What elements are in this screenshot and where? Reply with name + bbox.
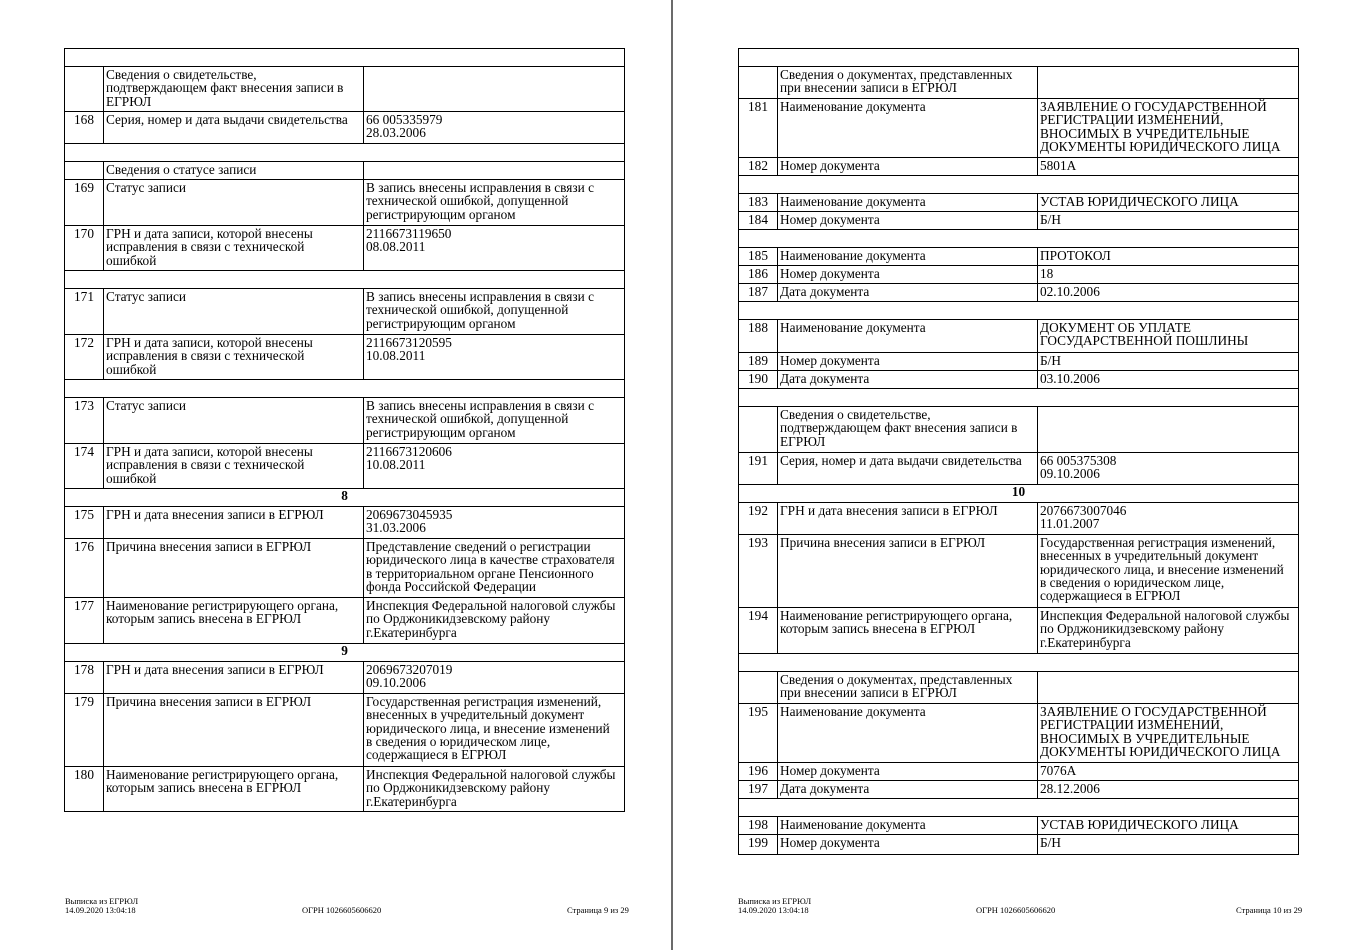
empty-value-cell: [364, 67, 625, 112]
field-label: Наименование регистрирующего органа, которым запись внесена в ЕГРЮЛ: [104, 598, 364, 644]
row-number: 178: [65, 662, 104, 694]
table-row: [739, 817, 1299, 835]
field-label: ГРН и дата внесения записи в ЕГРЮЛ: [778, 503, 1038, 535]
field-label: ГРН и дата внесения записи в ЕГРЮЛ: [104, 507, 364, 539]
table-row: [65, 767, 625, 812]
field-label: Номер документа: [778, 212, 1038, 230]
field-label: Наименование документа: [778, 704, 1038, 763]
row-number: 190: [739, 371, 778, 389]
table-row: [739, 194, 1299, 212]
empty-cell: [65, 49, 625, 67]
field-label: Номер документа: [778, 158, 1038, 176]
field-value: 2116673119650 08.08.2011: [364, 226, 625, 271]
field-value: В запись внесены исправления в связи с технической ошибкой, допущенной регистрирующим органом: [364, 398, 625, 444]
table-row: [65, 398, 625, 444]
table-row: [739, 608, 1299, 654]
table-row: [65, 694, 625, 767]
field-value: 28.12.2006: [1038, 781, 1299, 799]
row-number: 179: [65, 694, 104, 767]
row-number: 184: [739, 212, 778, 230]
row-number: 194: [739, 608, 778, 654]
group-header-row: [65, 67, 625, 112]
row-number: 169: [65, 180, 104, 226]
group-header-label: Сведения о документах, представленных при внесении записи в ЕГРЮЛ: [778, 672, 1038, 704]
footer-title-datetime: [65, 897, 138, 914]
table-row: [739, 835, 1299, 855]
table-row: [739, 503, 1299, 535]
field-label: Серия, номер и дата выдачи свидетельства: [778, 453, 1038, 485]
group-header-label: Сведения о свидетельстве, подтверждающем факт внесения записи в ЕГРЮЛ: [778, 407, 1038, 453]
field-value: В запись внесены исправления в связи с технической ошибкой, допущенной регистрирующим органом: [364, 289, 625, 335]
field-label: Причина внесения записи в ЕГРЮЛ: [104, 539, 364, 598]
spacer-row: [65, 271, 625, 289]
footer-title: Выписка из ЕГРЮЛ: [65, 896, 139, 906]
group-header-row: [65, 162, 625, 180]
table-row: [739, 99, 1299, 158]
field-label: ГРН и дата внесения записи в ЕГРЮЛ: [104, 662, 364, 694]
group-header-row: [739, 67, 1299, 99]
egrul-table: [738, 48, 1299, 855]
footer-page-number: Страница 10 из 29: [1236, 905, 1303, 915]
table-row: [739, 453, 1299, 485]
field-label: Статус записи: [104, 398, 364, 444]
group-header-row: [739, 407, 1299, 453]
row-number-cell: [739, 407, 778, 453]
spacer-row: [65, 144, 625, 162]
section-row: [65, 644, 625, 662]
row-number: 173: [65, 398, 104, 444]
empty-cell: [739, 389, 1299, 407]
table-row: [65, 507, 625, 539]
table-row: [739, 371, 1299, 389]
field-value: Государственная регистрация изменений, внесенных в учредительный документ юридического лица, и внесение изменений в сведения о юридическом лице, содержащиеся в ЕГРЮЛ: [364, 694, 625, 767]
field-value: 5801А: [1038, 158, 1299, 176]
field-value: 18: [1038, 266, 1299, 284]
table-row: [65, 335, 625, 380]
table-row: [739, 284, 1299, 302]
table-row: [739, 353, 1299, 371]
field-value: 66 005375308 09.10.2006: [1038, 453, 1299, 485]
footer-datetime: 14.09.2020 13:04:18: [65, 904, 136, 915]
table-row: [739, 763, 1299, 781]
field-label: Причина внесения записи в ЕГРЮЛ: [104, 694, 364, 767]
field-label: Номер документа: [778, 763, 1038, 781]
spacer-row: [739, 654, 1299, 672]
section-row: [739, 485, 1299, 503]
field-label: Серия, номер и дата выдачи свидетельства: [104, 112, 364, 144]
footer-page-number: Страница 9 из 29: [567, 905, 629, 915]
field-value: Инспекция Федеральной налоговой службы по Орджоникидзевскому району г.Екатеринбурга: [1038, 608, 1299, 654]
row-number: 181: [739, 99, 778, 158]
row-number: 170: [65, 226, 104, 271]
table-row: [65, 112, 625, 144]
field-label: Номер документа: [778, 353, 1038, 371]
field-value: ПРОТОКОЛ: [1038, 248, 1299, 266]
table-row: [65, 662, 625, 694]
field-label: Наименование регистрирующего органа, которым запись внесена в ЕГРЮЛ: [778, 608, 1038, 654]
row-number: 180: [65, 767, 104, 812]
row-number: 182: [739, 158, 778, 176]
row-number: 188: [739, 320, 778, 353]
table-row: [65, 444, 625, 489]
field-label: Статус записи: [104, 180, 364, 226]
empty-value-cell: [1038, 407, 1299, 453]
spacer-row: [65, 49, 625, 67]
field-label: Номер документа: [778, 266, 1038, 284]
field-value: 02.10.2006: [1038, 284, 1299, 302]
field-value: ЗАЯВЛЕНИЕ О ГОСУДАРСТВЕННОЙ РЕГИСТРАЦИИ ИЗМЕНЕНИЙ, ВНОСИМЫХ В УЧРЕДИТЕЛЬНЫЕ ДОКУМЕНТЫ ЮРИДИЧЕСКОГО ЛИЦА: [1038, 99, 1299, 158]
field-value: УСТАВ ЮРИДИЧЕСКОГО ЛИЦА: [1038, 194, 1299, 212]
egrul-table: [64, 48, 625, 812]
footer-ogrn: ОГРН 1026605606620: [302, 905, 382, 915]
field-value: 2116673120595 10.08.2011: [364, 335, 625, 380]
section-row: [65, 489, 625, 507]
field-label: ГРН и дата записи, которой внесены исправления в связи с технической ошибкой: [104, 335, 364, 380]
table-row: [65, 539, 625, 598]
row-number-cell: [739, 67, 778, 99]
empty-cell: [65, 144, 625, 162]
field-label: Дата документа: [778, 284, 1038, 302]
row-number: 176: [65, 539, 104, 598]
field-label: ГРН и дата записи, которой внесены исправления в связи с технической ошибкой: [104, 226, 364, 271]
field-value: Б/Н: [1038, 835, 1299, 855]
field-value: Инспекция Федеральной налоговой службы по Орджоникидзевскому району г.Екатеринбурга: [364, 598, 625, 644]
row-number-cell: [65, 162, 104, 180]
field-label: Дата документа: [778, 371, 1038, 389]
group-header-label: Сведения о документах, представленных при внесении записи в ЕГРЮЛ: [778, 67, 1038, 99]
table-row: [739, 248, 1299, 266]
field-value: В запись внесены исправления в связи с технической ошибкой, допущенной регистрирующим органом: [364, 180, 625, 226]
empty-cell: [739, 176, 1299, 194]
empty-cell: [739, 230, 1299, 248]
field-value: Б/Н: [1038, 212, 1299, 230]
field-label: Дата документа: [778, 781, 1038, 799]
field-value: 2076673007046 11.01.2007: [1038, 503, 1299, 535]
field-label: Номер документа: [778, 835, 1038, 855]
spacer-row: [739, 799, 1299, 817]
row-number: 174: [65, 444, 104, 489]
spacer-row: [739, 230, 1299, 248]
field-value: ЗАЯВЛЕНИЕ О ГОСУДАРСТВЕННОЙ РЕГИСТРАЦИИ ИЗМЕНЕНИЙ, ВНОСИМЫХ В УЧРЕДИТЕЛЬНЫЕ ДОКУМЕНТЫ ЮРИДИЧЕСКОГО ЛИЦА: [1038, 704, 1299, 763]
row-number: 189: [739, 353, 778, 371]
field-value: Б/Н: [1038, 353, 1299, 371]
empty-cell: [65, 271, 625, 289]
field-value: УСТАВ ЮРИДИЧЕСКОГО ЛИЦА: [1038, 817, 1299, 835]
row-number: 192: [739, 503, 778, 535]
field-label: Наименование документа: [778, 320, 1038, 353]
table-row: [739, 158, 1299, 176]
field-value: Инспекция Федеральной налоговой службы по Орджоникидзевскому району г.Екатеринбурга: [364, 767, 625, 812]
empty-cell: [739, 654, 1299, 672]
table-row: [65, 598, 625, 644]
row-number: 186: [739, 266, 778, 284]
table-row: [739, 212, 1299, 230]
field-value: 7076А: [1038, 763, 1299, 781]
empty-value-cell: [1038, 67, 1299, 99]
empty-cell: [739, 302, 1299, 320]
field-value: 2069673207019 09.10.2006: [364, 662, 625, 694]
row-number: 175: [65, 507, 104, 539]
footer-ogrn: ОГРН 1026605606620: [976, 905, 1056, 915]
table-row: [65, 226, 625, 271]
row-number: 168: [65, 112, 104, 144]
group-header-label: Сведения о свидетельстве, подтверждающем факт внесения записи в ЕГРЮЛ: [104, 67, 364, 112]
spacer-row: [65, 380, 625, 398]
section-number: 8: [65, 489, 625, 507]
field-label: Причина внесения записи в ЕГРЮЛ: [778, 535, 1038, 608]
footer-title-datetime: [738, 897, 811, 914]
field-label: Наименование документа: [778, 99, 1038, 158]
field-label: Наименование документа: [778, 248, 1038, 266]
table-row: [739, 320, 1299, 353]
page-10: [673, 0, 1346, 950]
empty-value-cell: [364, 162, 625, 180]
section-number: 9: [65, 644, 625, 662]
table-row: [65, 180, 625, 226]
row-number: 199: [739, 835, 778, 855]
empty-cell: [739, 799, 1299, 817]
spacer-row: [739, 389, 1299, 407]
spacer-row: [739, 302, 1299, 320]
row-number: 177: [65, 598, 104, 644]
field-value: 66 005335979 28.03.2006: [364, 112, 625, 144]
footer-title: Выписка из ЕГРЮЛ: [738, 896, 812, 906]
group-header-label: Сведения о статусе записи: [104, 162, 364, 180]
field-label: Наименование документа: [778, 817, 1038, 835]
group-header-row: [739, 672, 1299, 704]
field-value: 2069673045935 31.03.2006: [364, 507, 625, 539]
table-row: [739, 781, 1299, 799]
row-number: 171: [65, 289, 104, 335]
spacer-row: [739, 49, 1299, 67]
row-number: 195: [739, 704, 778, 763]
row-number: 193: [739, 535, 778, 608]
row-number-cell: [739, 672, 778, 704]
empty-cell: [739, 49, 1299, 67]
row-number: 172: [65, 335, 104, 380]
field-label: ГРН и дата записи, которой внесены исправления в связи с технической ошибкой: [104, 444, 364, 489]
field-label: Наименование регистрирующего органа, которым запись внесена в ЕГРЮЛ: [104, 767, 364, 812]
table-row: [739, 266, 1299, 284]
field-value: Государственная регистрация изменений, внесенных в учредительный документ юридического лица, и внесение изменений в сведения о юридическом лице, содержащиеся в ЕГРЮЛ: [1038, 535, 1299, 608]
field-value: 03.10.2006: [1038, 371, 1299, 389]
field-value: Представление сведений о регистрации юридического лица в качестве страхователя в территориальном органе Пенсионного фонда Российской Федерации: [364, 539, 625, 598]
row-number: 191: [739, 453, 778, 485]
table-row: [739, 704, 1299, 763]
table-row: [739, 535, 1299, 608]
empty-cell: [65, 380, 625, 398]
spacer-row: [739, 176, 1299, 194]
row-number: 183: [739, 194, 778, 212]
field-value: 2116673120606 10.08.2011: [364, 444, 625, 489]
row-number: 185: [739, 248, 778, 266]
page-9: [0, 0, 671, 950]
empty-value-cell: [1038, 672, 1299, 704]
row-number: 187: [739, 284, 778, 302]
row-number-cell: [65, 67, 104, 112]
field-label: Статус записи: [104, 289, 364, 335]
field-value: ДОКУМЕНТ ОБ УПЛАТЕ ГОСУДАРСТВЕННОЙ ПОШЛИНЫ: [1038, 320, 1299, 353]
section-number: 10: [739, 485, 1299, 503]
row-number: 196: [739, 763, 778, 781]
row-number: 197: [739, 781, 778, 799]
footer-datetime: 14.09.2020 13:04:18: [738, 904, 809, 915]
field-label: Наименование документа: [778, 194, 1038, 212]
table-row: [65, 289, 625, 335]
row-number: 198: [739, 817, 778, 835]
